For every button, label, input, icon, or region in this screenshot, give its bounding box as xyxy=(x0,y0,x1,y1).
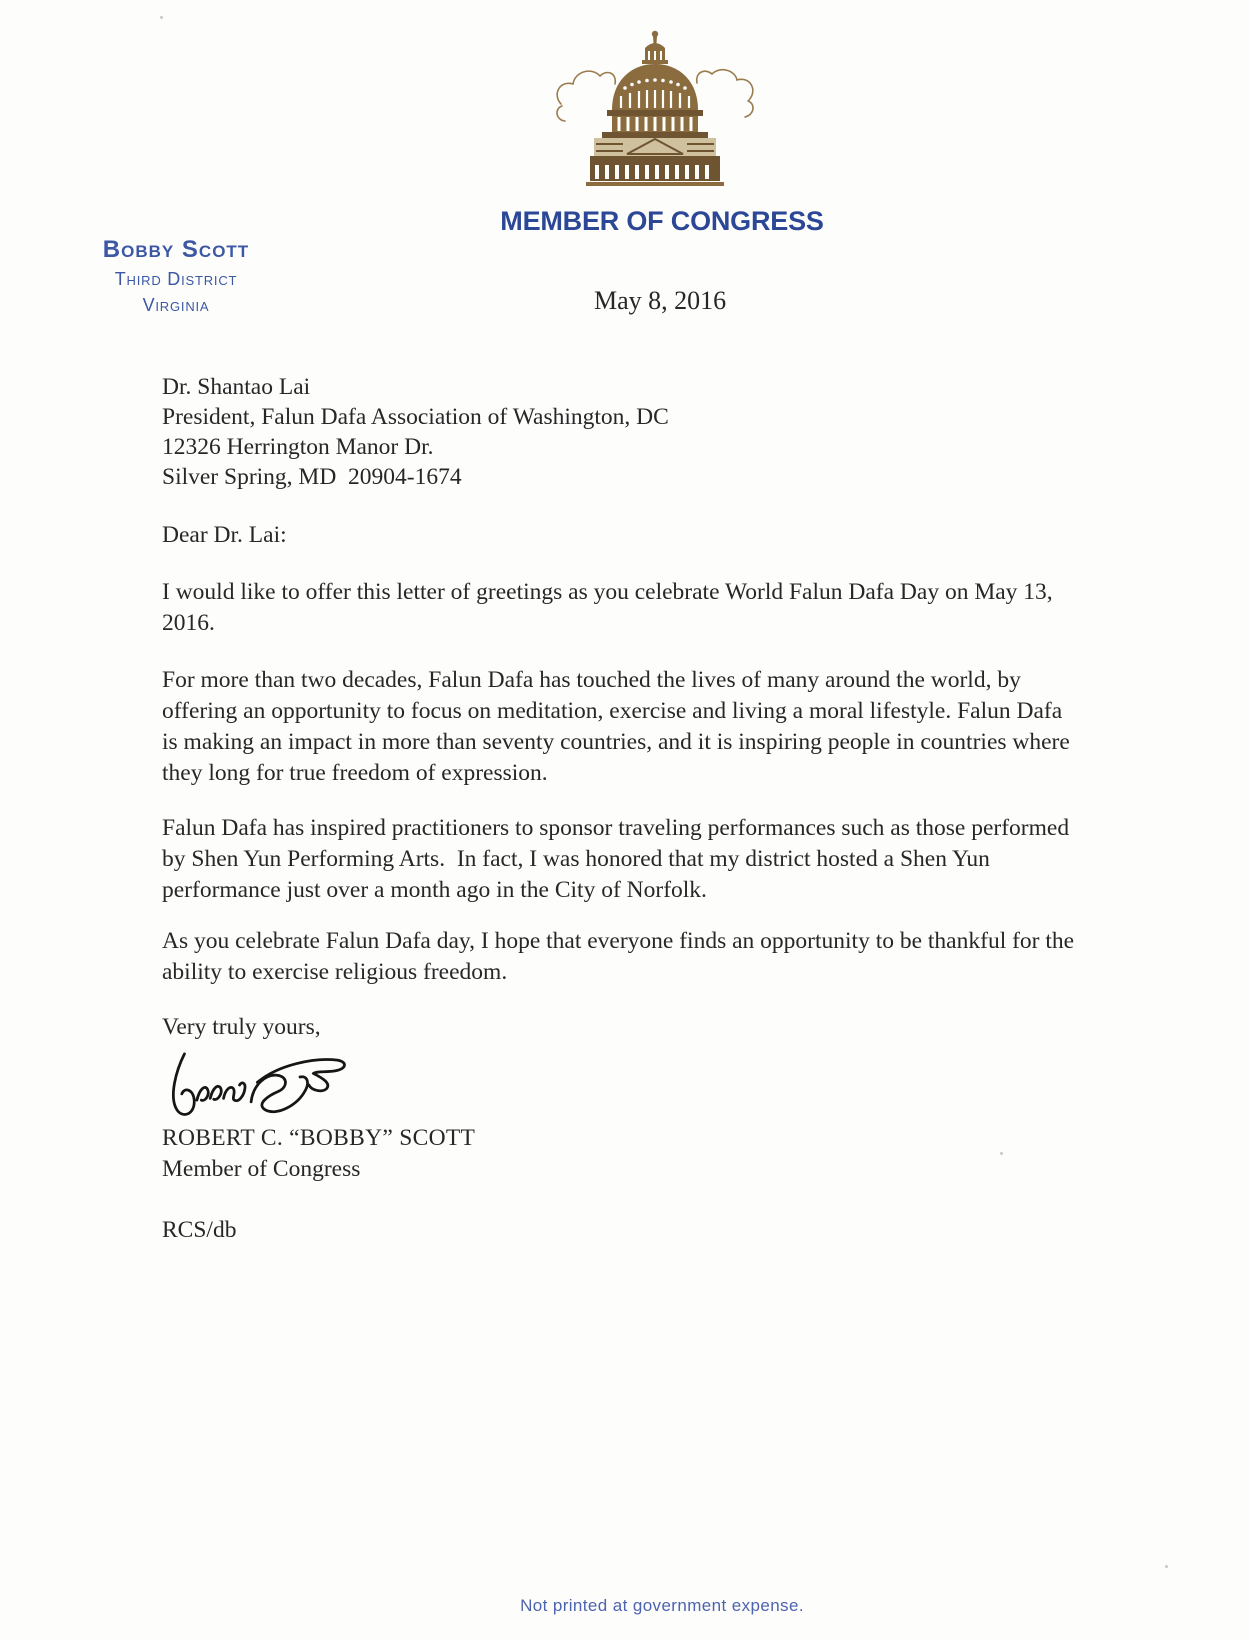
letter-date: May 8, 2016 xyxy=(594,286,727,315)
recipient-address xyxy=(162,372,1107,492)
paragraph xyxy=(162,577,1107,639)
scan-speck xyxy=(160,16,163,19)
paragraph-line: 2016. xyxy=(162,610,215,636)
paragraph-line: performance just over a month ago in the City of Norfolk. xyxy=(162,877,707,903)
member-name: Bobby Scott xyxy=(102,236,250,263)
signer-name: ROBERT C. “BOBBY” SCOTT xyxy=(162,1125,476,1151)
scan-speck xyxy=(1000,1152,1003,1155)
member-district: Third District xyxy=(114,269,238,289)
paragraph-line: ability to exercise religious freedom. xyxy=(162,959,508,985)
paragraph-line: For more than two decades, Falun Dafa has touched the lives of many around the world, by xyxy=(162,667,1021,693)
paragraph xyxy=(162,813,1107,906)
closing-valediction: Very truly yours, xyxy=(162,1014,321,1040)
paragraph-line: by Shen Yun Performing Arts. In fact, I was honored that my district hosted a Shen Yun xyxy=(162,846,990,872)
address-line: President, Falun Dafa Association of Washington, DC xyxy=(162,404,669,430)
paragraph xyxy=(162,665,1107,789)
member-state: Virginia xyxy=(142,295,210,315)
address-line: 12326 Herrington Manor Dr. xyxy=(162,434,434,460)
signer-title: Member of Congress xyxy=(162,1156,361,1182)
paragraph-line: is making an impact in more than seventy countries, and it is inspiring people in countries where xyxy=(162,729,1070,755)
capitol-dome-icon xyxy=(549,26,761,198)
footer-note: Not printed at government expense. xyxy=(520,1596,804,1615)
paragraph-line: Falun Dafa has inspired practitioners to sponsor traveling performances such as those performed xyxy=(162,815,1070,841)
scan-speck xyxy=(1165,1565,1168,1568)
paragraph-line: offering an opportunity to focus on meditation, exercise and living a moral lifestyle. Falun Dafa xyxy=(162,698,1063,724)
paragraph-line: I would like to offer this letter of greetings as you celebrate World Falun Dafa Day on May 13, xyxy=(162,579,1053,605)
paragraph-line: they long for true freedom of expression. xyxy=(162,760,548,786)
reference-initials: RCS/db xyxy=(162,1217,237,1243)
signature-image xyxy=(152,1045,1107,1123)
address-line: Silver Spring, MD 20904-1674 xyxy=(162,464,462,490)
paragraph xyxy=(162,926,1107,988)
paragraph-line: As you celebrate Falun Dafa day, I hope that everyone finds an opportunity to be thankful for the xyxy=(162,928,1075,954)
letterhead-member-block xyxy=(88,238,264,314)
address-line: Dr. Shantao Lai xyxy=(162,374,311,400)
member-of-congress-title: MEMBER OF CONGRESS xyxy=(500,206,824,236)
salutation: Dear Dr. Lai: xyxy=(162,522,287,548)
letter-body xyxy=(162,372,1107,1246)
